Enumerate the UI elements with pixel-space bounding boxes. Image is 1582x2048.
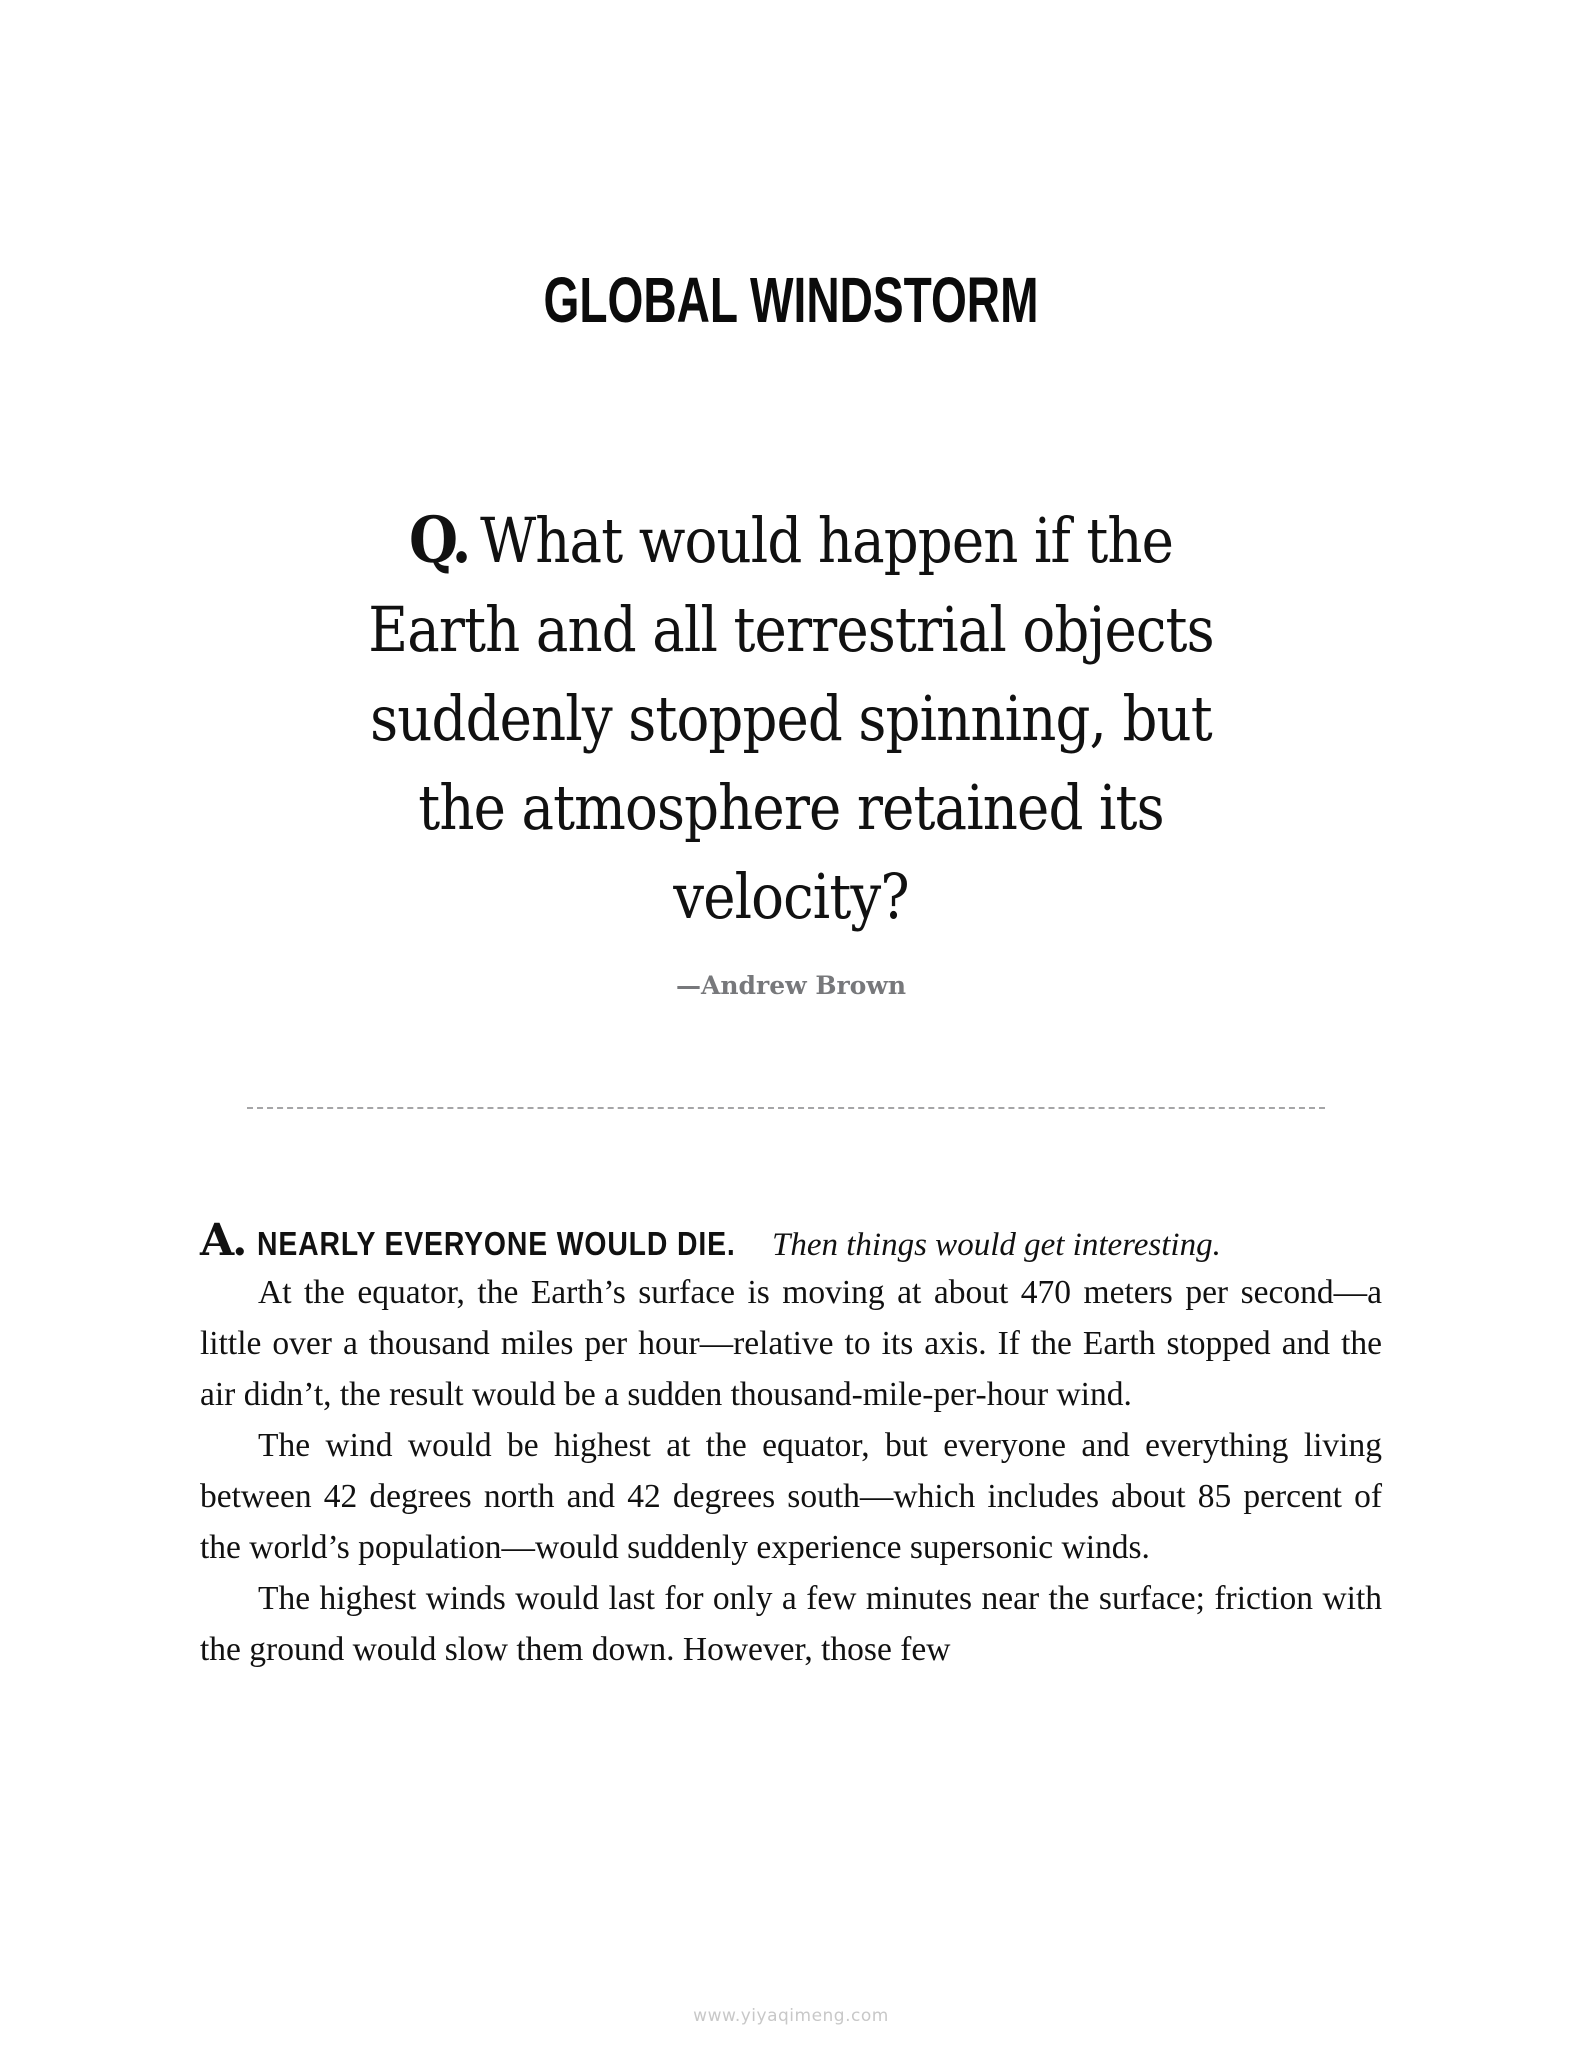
body-paragraph-1: At the equator, the Earth’s surface is moving at about 470 meters per second—a little over a thousand miles per hour—relative to its axis. If the Earth stopped and the air didn’t, the result would be a sudden thousand-mile-per-hour wind. — [200, 1274, 1382, 1413]
answer-block — [200, 1215, 1382, 1675]
body-paragraph-2: The wind would be highest at the equator, but everyone and everything living between 42 degrees north and 42 degrees south—which includes about 85 percent of the world’s population—would suddenly experience supersonic winds. — [200, 1427, 1382, 1566]
section-divider — [247, 1107, 1325, 1109]
answer-marker: A. — [200, 1215, 246, 1266]
question-text-line-1: What would happen if the — [480, 504, 1174, 577]
question-text-line-3: suddenly stopped spinning, but — [370, 682, 1212, 755]
question-text-line-4: the atmosphere retained its — [418, 771, 1164, 844]
answer-lead: NEARLY EVERYONE WOULD DIE. — [257, 1225, 737, 1262]
watermark: www.yiyaqimeng.com — [693, 2006, 889, 2026]
chapter-title: GLOBAL WINDSTORM — [543, 264, 1039, 336]
question-text-line-5: velocity? — [673, 860, 909, 933]
question-marker: Q. — [408, 503, 468, 578]
question-text-line-2: Earth and all terrestrial objects — [368, 593, 1214, 666]
question-line — [341, 496, 1240, 585]
answer-tease: Then things would get interesting. — [772, 1227, 1221, 1263]
body-paragraph-3: The highest winds would last for only a few minutes near the surface; friction with the ground would slow them down. However, those few — [200, 1580, 1382, 1668]
answer-heading — [200, 1215, 1382, 1267]
question-block — [280, 496, 1302, 941]
question-attribution: —Andrew Brown — [675, 971, 907, 1000]
